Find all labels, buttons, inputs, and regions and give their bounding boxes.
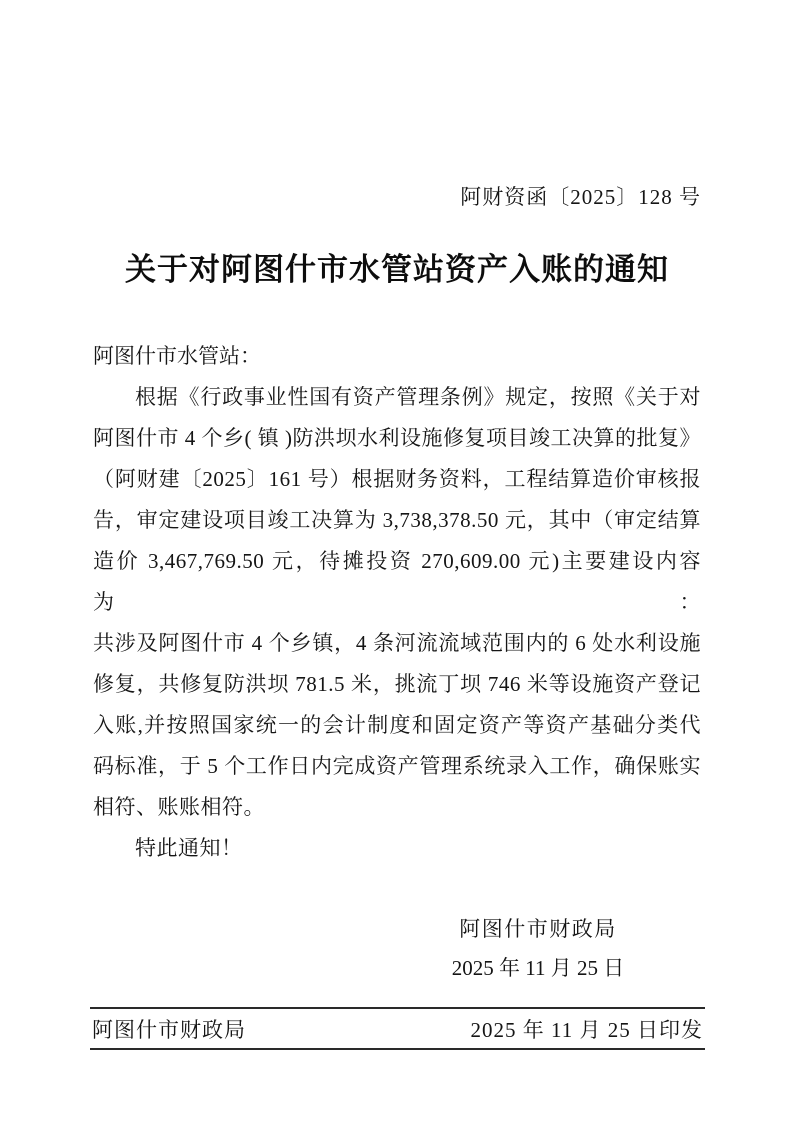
- document-content: [93, 0, 701, 986]
- body-line: （阿财建〔2025〕161 号）根据财务资料，工程结算造价审核报: [93, 467, 701, 491]
- body-line: 告，审定建设项目竣工决算为 3,738,378.50 元，其中（审定结算: [93, 508, 701, 532]
- footer-print-date: 2025 年 11 月 25 日印发: [470, 1017, 703, 1042]
- footer-issuer: 阿图什市财政局: [92, 1017, 246, 1042]
- signature-date: 2025 年 11 月 25 日: [451, 956, 625, 980]
- body-line: 相符、账账相符。: [93, 795, 265, 819]
- document-number: 阿财资函〔2025〕128 号: [460, 185, 701, 209]
- signature-block: [433, 909, 643, 986]
- footer-row: [90, 1009, 705, 1048]
- footer-bottom-rule: [90, 1048, 705, 1050]
- body-line: 共涉及阿图什市 4 个乡镇，4 条河流流域范围内的 6 处水利设施: [93, 631, 701, 655]
- addressee-line: 阿图什市水管站：: [93, 344, 261, 368]
- body-line: 根据《行政事业性国有资产管理条例》规定，按照《关于对: [135, 385, 701, 409]
- body-line: 入账,并按照国家统一的会计制度和固定资产等资产基础分类代: [93, 713, 701, 737]
- document-title: 关于对阿图什市水管站资产入账的通知: [125, 252, 669, 287]
- notice-closing-line: 特此通知！: [135, 836, 243, 860]
- signature-issuer-name: 阿图什市财政局: [459, 917, 617, 941]
- body-line: 码标准，于 5 个工作日内完成资产管理系统录入工作，确保账实: [93, 754, 701, 778]
- body-line: 阿图什市 4 个乡( 镇 )防洪坝水利设施修复项目竣工决算的批复》: [93, 426, 701, 450]
- body-line: 修复，共修复防洪坝 781.5 米，挑流丁坝 746 米等设施资产登记: [93, 672, 701, 696]
- document-footer: [90, 1007, 705, 1050]
- document-body: [93, 377, 701, 869]
- body-line: 造价 3,467,769.50 元，待摊投资 270,609.00 元)主要建设内容为：: [93, 549, 701, 614]
